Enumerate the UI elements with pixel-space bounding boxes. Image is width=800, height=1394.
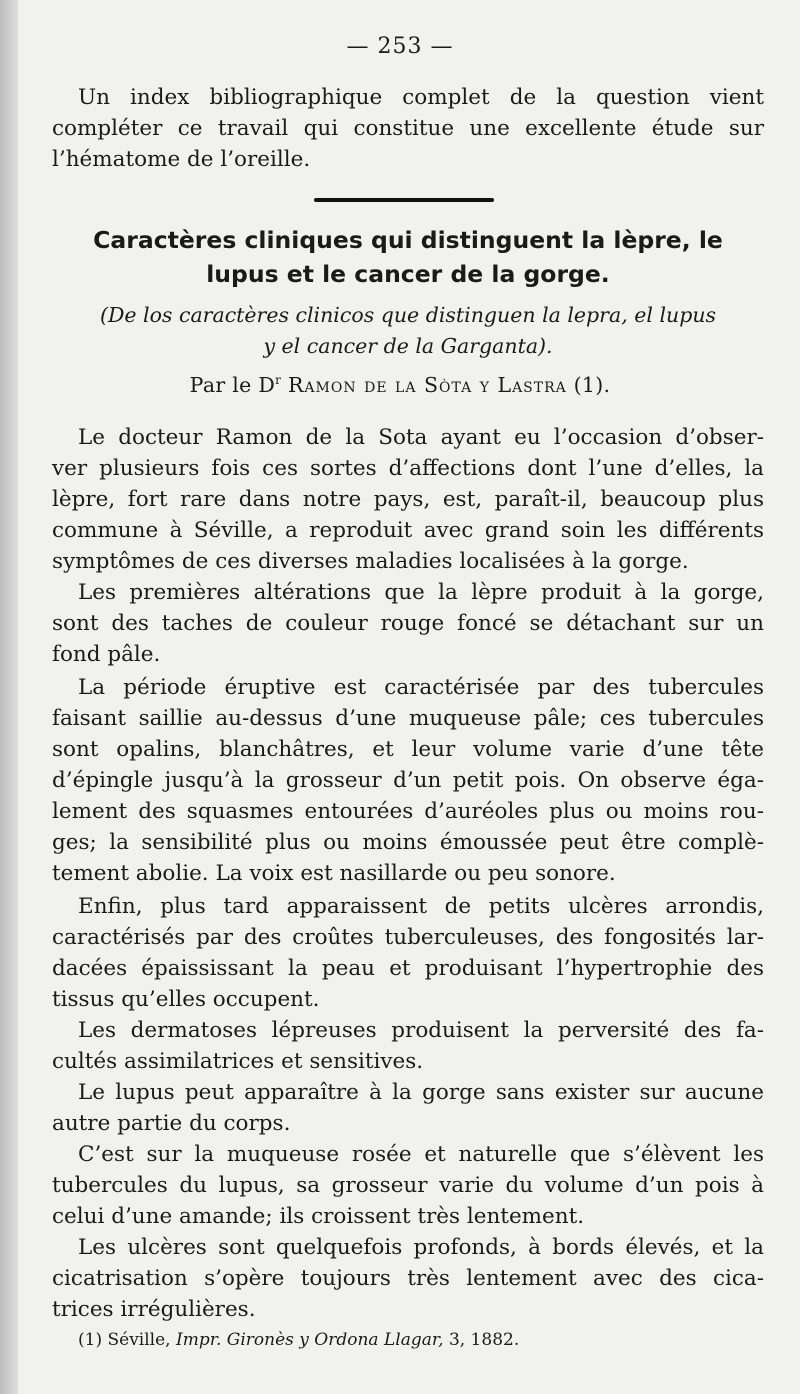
title-line: lupus et le cancer de la gorge. <box>206 260 610 288</box>
body-paragraph <box>52 1077 764 1139</box>
section-divider <box>314 198 494 202</box>
text-line: autre partie du corps. <box>52 1111 291 1136</box>
text-line: trices irrégulières. <box>52 1297 256 1322</box>
author-byline <box>0 373 800 397</box>
subtitle-line: (De los caractères clinicos que distinguen la lepra, el lupus <box>99 303 717 327</box>
text-line: Le docteur Ramon de la Sota ayant eu l’occasion d’obser- <box>78 425 764 450</box>
body-paragraph <box>52 1015 764 1077</box>
text-line: cultés assimilatrices et sensitives. <box>52 1049 424 1074</box>
intro-paragraph <box>52 82 764 175</box>
text-line: lèpre, fort rare dans notre pays, est, paraît-il, beaucoup plus <box>52 487 764 512</box>
text-line: Un index bibliographique complet de la question vient <box>78 85 764 110</box>
footnote-publisher: Impr. Gironès y Ordona Llagar, <box>176 1330 444 1350</box>
text-line: fond pâle. <box>52 642 161 667</box>
text-line: l’hématome de l’oreille. <box>52 147 311 172</box>
body-paragraph <box>52 577 764 670</box>
text-line: Les premières altérations que la lèpre produit à la gorge, <box>78 580 764 605</box>
text-line: lement des squasmes entourées d’auréoles plus ou moins rou- <box>52 799 764 824</box>
text-line: sont des taches de couleur rouge foncé se détachant sur un <box>52 611 764 636</box>
text-line: tement abolie. La voix est nasillarde ou peu sonore. <box>52 861 616 886</box>
text-line: ver plusieurs fois ces sortes d’affections dont l’une d’elles, la <box>52 456 764 481</box>
text-line: C’est sur la muqueuse rosée et naturelle que s’élèvent les <box>78 1142 764 1167</box>
text-line: Les ulcères sont quelquefois profonds, à bords élevés, et la <box>78 1235 764 1260</box>
text-line: tubercules du lupus, sa grosseur varie du volume d’un pois à <box>52 1173 764 1198</box>
body-paragraph <box>52 891 764 1015</box>
footnote-city: Séville, <box>107 1330 171 1350</box>
body-paragraph <box>52 672 764 889</box>
text-line: Enfin, plus tard apparaissent de petits ulcères arrondis, <box>78 894 764 919</box>
body-paragraph <box>52 422 764 577</box>
text-line: faisant saillie au-dessus d’une muqueuse pâle; ces tubercules <box>52 706 764 731</box>
text-line: sont opalins, blanchâtres, et leur volume varie d’une tête <box>52 737 764 762</box>
text-line: compléter ce travail qui constitue une excellente étude sur <box>52 116 764 141</box>
byline-sup: r <box>275 373 282 388</box>
text-line: dacées épaississant la peau et produisant l’hypertrophie des <box>52 956 764 981</box>
footnote-date: 3, 1882. <box>448 1330 520 1350</box>
author-name: Ramon de la Sòta y Lastra <box>287 373 567 397</box>
text-line: symptômes de ces diverses maladies localisées à la gorge. <box>52 549 689 574</box>
page-number: — 253 — <box>346 34 454 59</box>
body-paragraph <box>52 1139 764 1232</box>
footnote <box>78 1328 519 1352</box>
footnote-marker: (1) <box>78 1330 103 1350</box>
text-line: caractérisés par des croûtes tuberculeuses, des fongosités lar- <box>52 925 764 950</box>
text-line: tissus qu’elles occupent. <box>52 987 320 1012</box>
text-line: cicatrisation s’opère toujours très lentement avec des cica- <box>52 1266 764 1291</box>
footnote-ref: (1). <box>573 373 611 397</box>
text-line: d’épingle jusqu’à la grosseur d’un petit pois. On observe éga- <box>52 768 764 793</box>
text-line: La période éruptive est caractérisée par des tubercules <box>78 675 764 700</box>
text-line: ges; la sensibilité plus ou moins émoussée peut être complè- <box>52 830 764 855</box>
article-title <box>50 223 766 291</box>
text-line: Les dermatoses lépreuses produisent la perversité des fa- <box>78 1018 764 1043</box>
text-line: Le lupus peut apparaître à la gorge sans exister sur aucune <box>78 1080 764 1105</box>
article-subtitle <box>50 300 766 362</box>
text-line: celui d’une amande; ils croissent très lentement. <box>52 1204 585 1229</box>
text-line: commune à Séville, a reproduit avec grand soin les différents <box>52 518 764 543</box>
body-paragraph <box>52 1232 764 1325</box>
title-line: Caractères cliniques qui distinguent la lèpre, le <box>93 226 723 254</box>
subtitle-line: y el cancer de la Garganta). <box>263 334 553 358</box>
byline-prefix: Par le D <box>189 373 276 397</box>
